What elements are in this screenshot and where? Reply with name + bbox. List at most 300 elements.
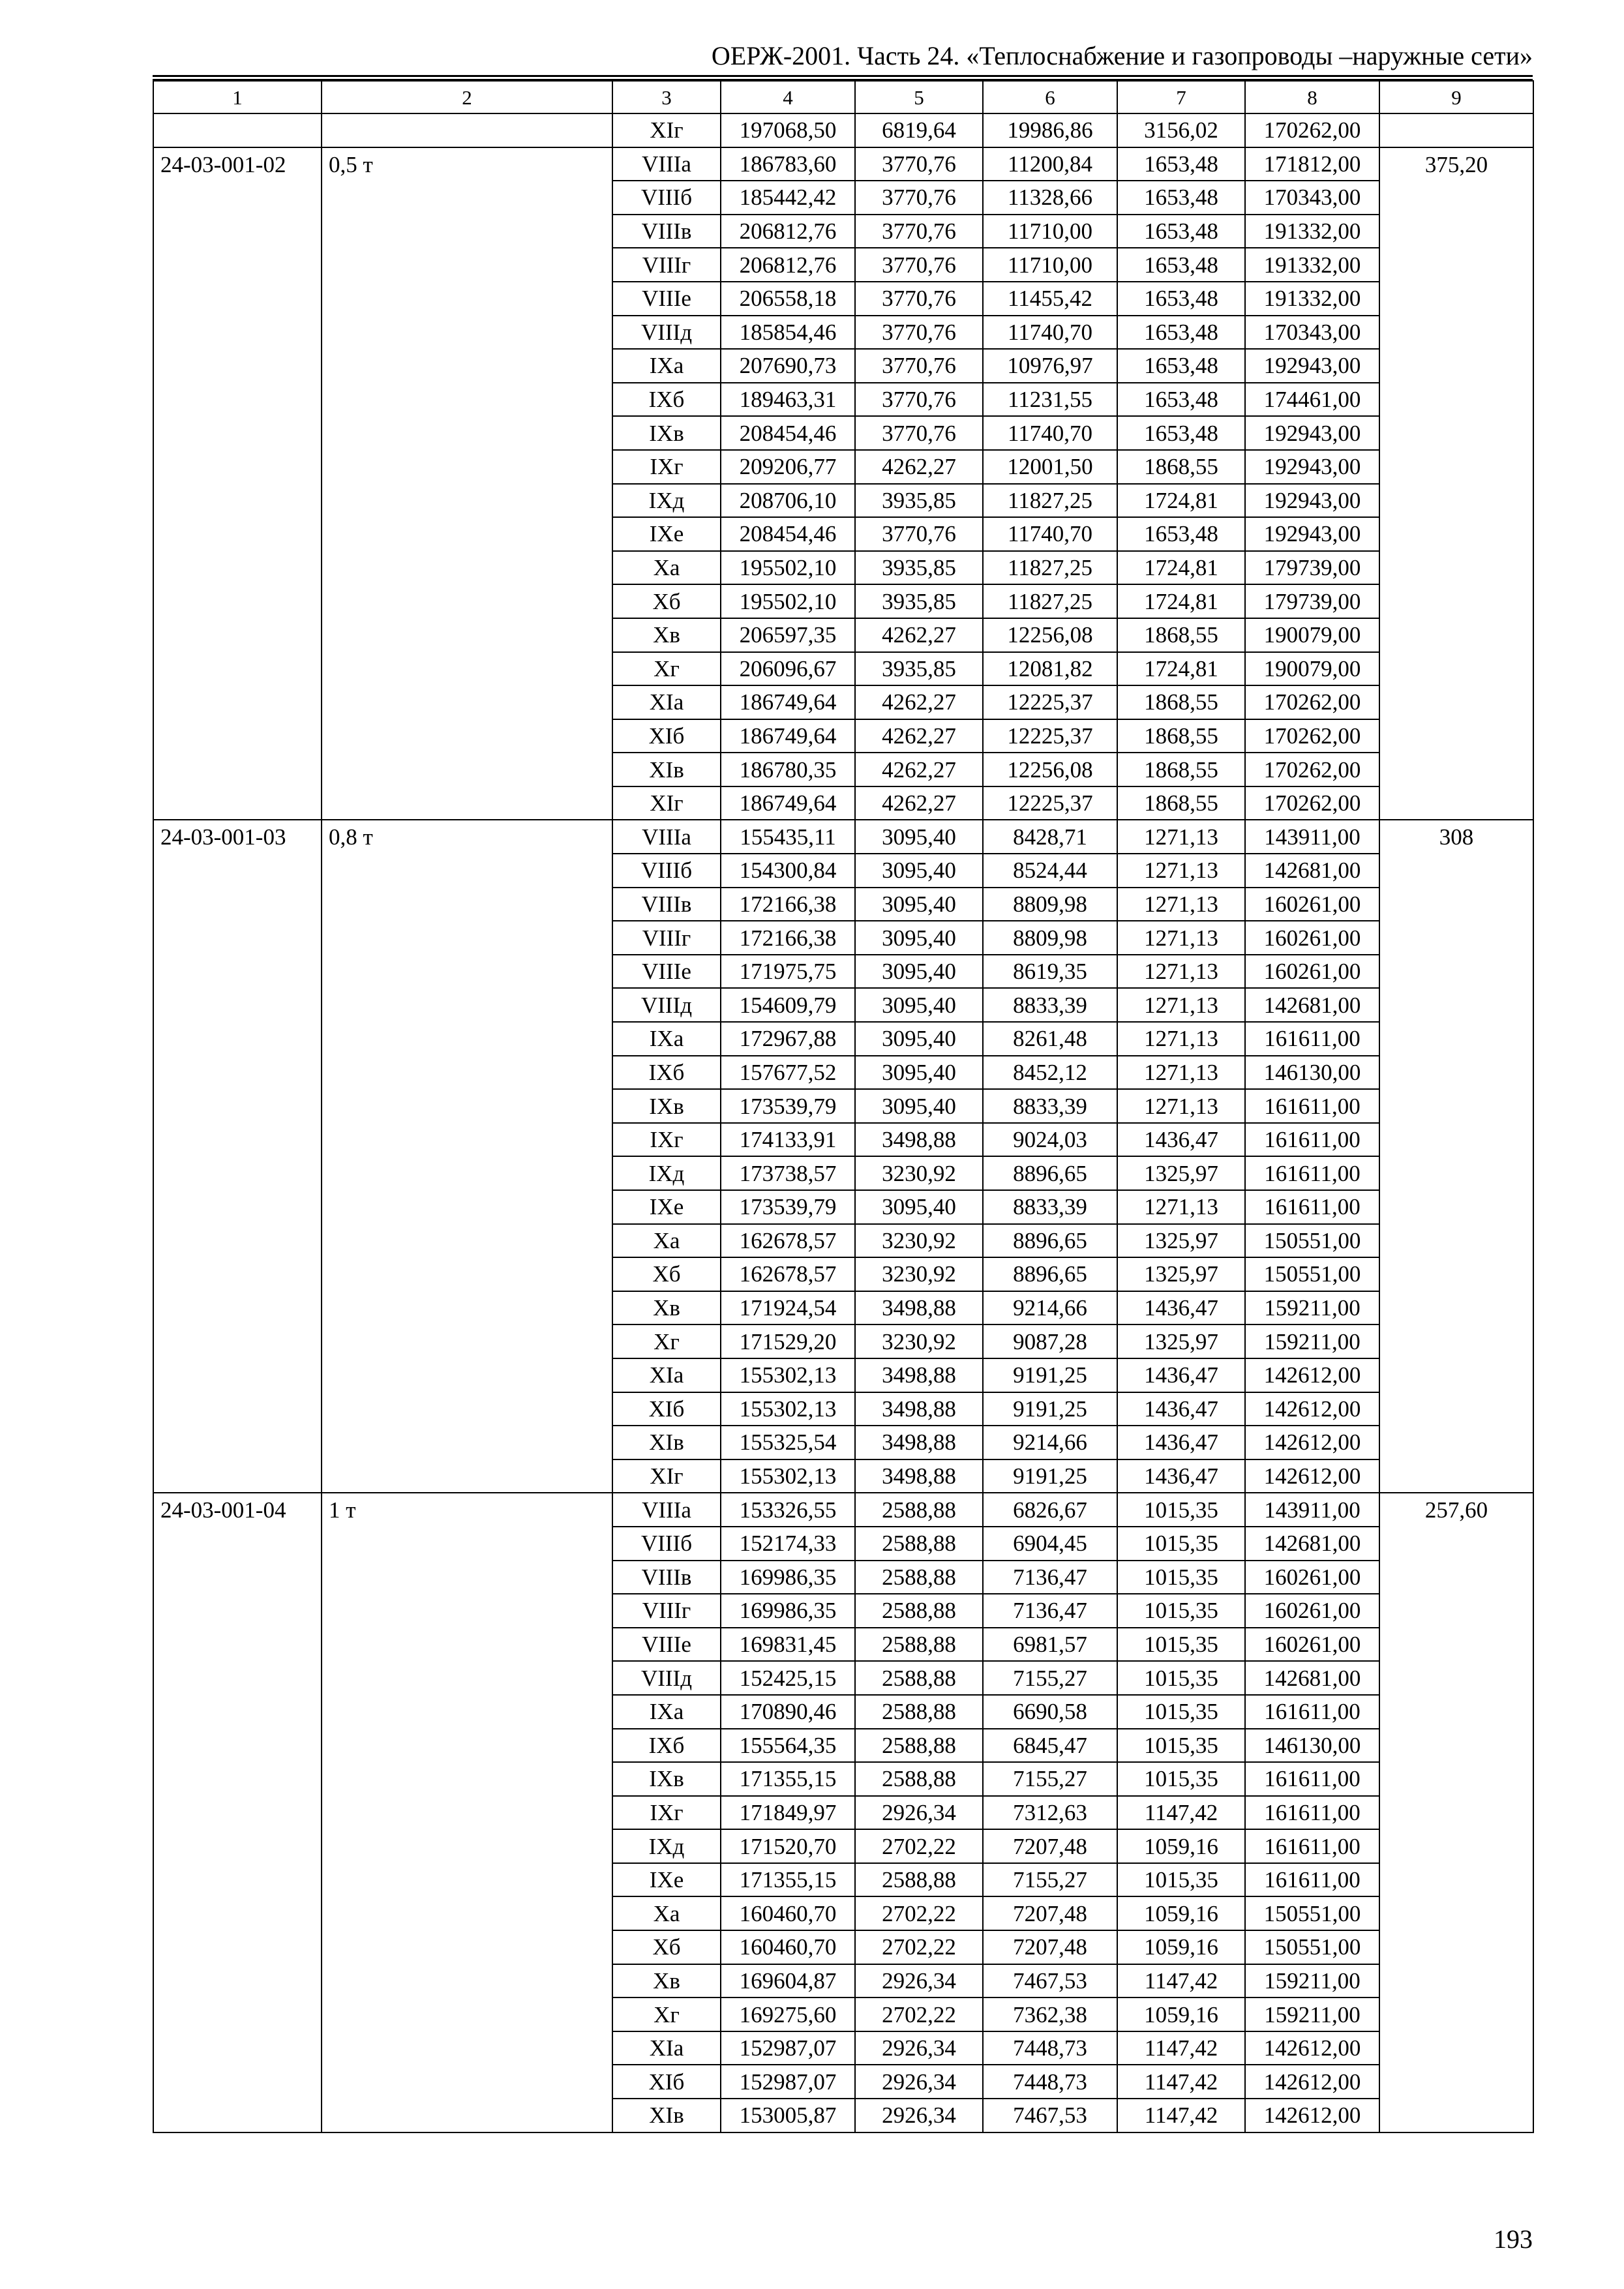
cell-wages: 2588,88 xyxy=(855,1628,983,1662)
cell-stage: XIб xyxy=(612,719,721,753)
cell-total: 174133,91 xyxy=(721,1123,855,1157)
cell-wages: 2702,22 xyxy=(855,1896,983,1930)
cell-materials: 142681,00 xyxy=(1245,988,1379,1022)
cell-materials: 192943,00 xyxy=(1245,450,1379,484)
cell-materials: 146130,00 xyxy=(1245,1056,1379,1090)
cell-total: 169604,87 xyxy=(721,1964,855,1998)
cell-materials: 142612,00 xyxy=(1245,2065,1379,2099)
cell-total: 154300,84 xyxy=(721,854,855,888)
cell-wages: 2588,88 xyxy=(855,1863,983,1897)
cell-machines: 9191,25 xyxy=(983,1358,1117,1392)
cell-operator-wages: 1015,35 xyxy=(1117,1661,1245,1695)
cell-total: 169275,60 xyxy=(721,1997,855,2031)
cell-operator-wages: 1147,42 xyxy=(1117,1964,1245,1998)
cell-total: 208706,10 xyxy=(721,484,855,518)
cell-total: 173539,79 xyxy=(721,1190,855,1224)
cell-stage: Xб xyxy=(612,1930,721,1964)
cell-total: 173738,57 xyxy=(721,1156,855,1190)
cell-total: 197068,50 xyxy=(721,113,855,147)
cell-operator-wages: 1271,13 xyxy=(1117,988,1245,1022)
cell-machines: 11328,66 xyxy=(983,181,1117,215)
column-number: 5 xyxy=(855,81,983,113)
cell-wages: 3230,92 xyxy=(855,1224,983,1258)
cell-operator-wages: 1436,47 xyxy=(1117,1123,1245,1157)
cell-operator-wages: 1325,97 xyxy=(1117,1324,1245,1358)
cell-stage: VIIIг xyxy=(612,1594,721,1628)
column-number: 3 xyxy=(612,81,721,113)
cell-materials: 159211,00 xyxy=(1245,1964,1379,1998)
cell-materials: 142681,00 xyxy=(1245,854,1379,888)
cell-total: 154609,79 xyxy=(721,988,855,1022)
rate-name: 0,8 т xyxy=(322,820,612,1493)
cell-machines: 8896,65 xyxy=(983,1224,1117,1258)
rate-code: 24-03-001-04 xyxy=(153,1493,322,2132)
cell-total: 162678,57 xyxy=(721,1224,855,1258)
cell-wages: 4262,27 xyxy=(855,450,983,484)
cell-materials: 142612,00 xyxy=(1245,2031,1379,2065)
cell-machines: 12225,37 xyxy=(983,719,1117,753)
cell-materials: 159211,00 xyxy=(1245,1291,1379,1325)
cell-machines: 8833,39 xyxy=(983,1089,1117,1123)
cell-machines: 7362,38 xyxy=(983,1997,1117,2031)
cell-wages: 3230,92 xyxy=(855,1257,983,1291)
cell-machines: 12256,08 xyxy=(983,753,1117,786)
column-number-row xyxy=(153,81,1533,113)
cell-materials: 170262,00 xyxy=(1245,113,1379,147)
cell-operator-wages: 1653,48 xyxy=(1117,349,1245,383)
cell-stage: Xв xyxy=(612,618,721,652)
cell-machines: 9191,25 xyxy=(983,1392,1117,1426)
cell-machines: 7155,27 xyxy=(983,1661,1117,1695)
cell-materials: 161611,00 xyxy=(1245,1022,1379,1056)
cell-stage: IXд xyxy=(612,484,721,518)
cell-wages: 3770,76 xyxy=(855,282,983,316)
cell-stage: VIIIв xyxy=(612,888,721,921)
cell-operator-wages: 1653,48 xyxy=(1117,517,1245,551)
cell-stage: IXв xyxy=(612,416,721,450)
cell-wages: 2702,22 xyxy=(855,1997,983,2031)
cell-wages: 6819,64 xyxy=(855,113,983,147)
cell-wages: 4262,27 xyxy=(855,786,983,820)
cell-stage: IXд xyxy=(612,1829,721,1863)
cell-wages: 3935,85 xyxy=(855,652,983,686)
cell-materials: 160261,00 xyxy=(1245,1561,1379,1594)
cell-total: 186749,64 xyxy=(721,786,855,820)
cell-operator-wages: 1653,48 xyxy=(1117,416,1245,450)
cell-materials: 161611,00 xyxy=(1245,1762,1379,1796)
cell-machines: 8833,39 xyxy=(983,988,1117,1022)
cell-materials: 161611,00 xyxy=(1245,1695,1379,1729)
cell-stage: XIв xyxy=(612,753,721,786)
cell-total: 169831,45 xyxy=(721,1628,855,1662)
cell-wages: 3770,76 xyxy=(855,248,983,282)
rate-code: 24-03-001-03 xyxy=(153,820,322,1493)
cell-stage: Xв xyxy=(612,1291,721,1325)
cell-wages: 3770,76 xyxy=(855,383,983,417)
cell-materials: 192943,00 xyxy=(1245,349,1379,383)
cell-total: 152987,07 xyxy=(721,2065,855,2099)
cell-materials: 142612,00 xyxy=(1245,1358,1379,1392)
cell-operator-wages: 1015,35 xyxy=(1117,1729,1245,1763)
cell-stage: Xа xyxy=(612,1224,721,1258)
cell-stage: IXд xyxy=(612,1156,721,1190)
cell-machines: 11455,42 xyxy=(983,282,1117,316)
cell-stage: VIIIд xyxy=(612,988,721,1022)
cell-wages: 3935,85 xyxy=(855,584,983,618)
cell-stage: VIIIб xyxy=(612,1527,721,1561)
page-number: 193 xyxy=(1494,2224,1533,2254)
cell-total: 153005,87 xyxy=(721,2099,855,2132)
cell-machines: 8896,65 xyxy=(983,1257,1117,1291)
cell-materials: 160261,00 xyxy=(1245,1628,1379,1662)
cell-wages: 4262,27 xyxy=(855,753,983,786)
header-rule xyxy=(153,75,1533,77)
cell-operator-wages: 1147,42 xyxy=(1117,2031,1245,2065)
cell-machines: 11740,70 xyxy=(983,316,1117,350)
cell-stage: Xг xyxy=(612,652,721,686)
cell-wages: 3095,40 xyxy=(855,1022,983,1056)
cell-operator-wages: 1325,97 xyxy=(1117,1224,1245,1258)
cell-stage: VIIIв xyxy=(612,215,721,248)
cell-materials: 191332,00 xyxy=(1245,282,1379,316)
cell-operator-wages: 1147,42 xyxy=(1117,2065,1245,2099)
cell-machines: 8524,44 xyxy=(983,854,1117,888)
cell-operator-wages: 1271,13 xyxy=(1117,1056,1245,1090)
cell-machines: 10976,97 xyxy=(983,349,1117,383)
cell-materials: 161611,00 xyxy=(1245,1190,1379,1224)
cell-operator-wages: 1653,48 xyxy=(1117,248,1245,282)
cell-stage: Xа xyxy=(612,551,721,585)
cell-materials: 179739,00 xyxy=(1245,584,1379,618)
cell-operator-wages: 1271,13 xyxy=(1117,1190,1245,1224)
cell-machines: 9191,25 xyxy=(983,1459,1117,1493)
cell-wages: 2588,88 xyxy=(855,1762,983,1796)
cell-operator-wages: 1271,13 xyxy=(1117,854,1245,888)
cell-operator-wages: 1015,35 xyxy=(1117,1863,1245,1897)
cell-machines: 7207,48 xyxy=(983,1829,1117,1863)
cell-stage: IXе xyxy=(612,517,721,551)
cell-stage: Xв xyxy=(612,1964,721,1998)
cell-materials: 170262,00 xyxy=(1245,719,1379,753)
cell-operator-wages: 1015,35 xyxy=(1117,1594,1245,1628)
cell-machines: 8428,71 xyxy=(983,820,1117,854)
cell-materials: 179739,00 xyxy=(1245,551,1379,585)
cell-operator-wages: 1868,55 xyxy=(1117,618,1245,652)
cell-machines: 7312,63 xyxy=(983,1796,1117,1830)
cell-wages: 3770,76 xyxy=(855,215,983,248)
cell-wages: 3095,40 xyxy=(855,921,983,955)
cell-stage: IXа xyxy=(612,1022,721,1056)
cell-total: 160460,70 xyxy=(721,1896,855,1930)
cell-machines: 6904,45 xyxy=(983,1527,1117,1561)
cell-materials: 161611,00 xyxy=(1245,1156,1379,1190)
cell-wages: 2588,88 xyxy=(855,1661,983,1695)
cell-machines: 7136,47 xyxy=(983,1594,1117,1628)
cell-machines: 6981,57 xyxy=(983,1628,1117,1662)
cell-stage: VIIIа xyxy=(612,1493,721,1527)
column-number: 4 xyxy=(721,81,855,113)
cell-total: 157677,52 xyxy=(721,1056,855,1090)
cell-materials: 170343,00 xyxy=(1245,181,1379,215)
cell-machines: 11827,25 xyxy=(983,584,1117,618)
cell-wages: 3498,88 xyxy=(855,1392,983,1426)
cell-stage: IXг xyxy=(612,450,721,484)
cell-operator-wages: 1271,13 xyxy=(1117,1022,1245,1056)
cell-stage: VIIIа xyxy=(612,820,721,854)
cell-machines: 12001,50 xyxy=(983,450,1117,484)
cell-operator-wages: 1724,81 xyxy=(1117,484,1245,518)
cell-total: 208454,46 xyxy=(721,517,855,551)
cell-wages: 3498,88 xyxy=(855,1291,983,1325)
cell-operator-wages: 1147,42 xyxy=(1117,1796,1245,1830)
cell-machines: 7467,53 xyxy=(983,2099,1117,2132)
cell-total: 171529,20 xyxy=(721,1324,855,1358)
cell-operator-wages: 1436,47 xyxy=(1117,1392,1245,1426)
cell-wages: 3770,76 xyxy=(855,316,983,350)
cell-stage: IXг xyxy=(612,1796,721,1830)
cell-wages: 2588,88 xyxy=(855,1729,983,1763)
rate-name: 0,5 т xyxy=(322,147,612,820)
cell-wages: 4262,27 xyxy=(855,685,983,719)
cell-machines: 12225,37 xyxy=(983,685,1117,719)
cell-total: 206812,76 xyxy=(721,215,855,248)
cell-operator-wages: 1271,13 xyxy=(1117,955,1245,989)
cell-materials: 170262,00 xyxy=(1245,786,1379,820)
cell-total: 152987,07 xyxy=(721,2031,855,2065)
cell-machines: 12225,37 xyxy=(983,786,1117,820)
cell-operator-wages: 1059,16 xyxy=(1117,1930,1245,1964)
cell-operator-wages: 1325,97 xyxy=(1117,1257,1245,1291)
cell-materials: 150551,00 xyxy=(1245,1224,1379,1258)
cell-total: 172166,38 xyxy=(721,888,855,921)
cell-operator-wages: 1868,55 xyxy=(1117,753,1245,786)
cell-materials: 143911,00 xyxy=(1245,820,1379,854)
cell-operator-wages: 1724,81 xyxy=(1117,584,1245,618)
cell-operator-wages: 1653,48 xyxy=(1117,282,1245,316)
cell-wages: 2926,34 xyxy=(855,1796,983,1830)
cell-wages: 4262,27 xyxy=(855,618,983,652)
cell-materials: 160261,00 xyxy=(1245,955,1379,989)
cell-operator-wages: 1653,48 xyxy=(1117,215,1245,248)
cell-wages: 3770,76 xyxy=(855,349,983,383)
rate-name: 1 т xyxy=(322,1493,612,2132)
empty-cell xyxy=(153,113,322,147)
cell-wages: 3230,92 xyxy=(855,1324,983,1358)
labor-norm: 257,60 xyxy=(1379,1493,1533,2132)
cell-materials: 161611,00 xyxy=(1245,1863,1379,1897)
cell-operator-wages: 1271,13 xyxy=(1117,888,1245,921)
cell-stage: VIIIд xyxy=(612,316,721,350)
empty-cell xyxy=(322,113,612,147)
cell-materials: 142681,00 xyxy=(1245,1527,1379,1561)
cell-materials: 161611,00 xyxy=(1245,1089,1379,1123)
cell-operator-wages: 1059,16 xyxy=(1117,1896,1245,1930)
cell-machines: 11231,55 xyxy=(983,383,1117,417)
cell-stage: XIа xyxy=(612,1358,721,1392)
cell-wages: 2926,34 xyxy=(855,2099,983,2132)
cell-total: 171975,75 xyxy=(721,955,855,989)
cell-total: 186780,35 xyxy=(721,753,855,786)
cell-machines: 8833,39 xyxy=(983,1190,1117,1224)
cell-wages: 3095,40 xyxy=(855,955,983,989)
cell-stage: XIв xyxy=(612,1426,721,1459)
cell-stage: XIг xyxy=(612,1459,721,1493)
cell-stage: VIIIе xyxy=(612,1628,721,1662)
cell-materials: 192943,00 xyxy=(1245,416,1379,450)
cell-operator-wages: 1015,35 xyxy=(1117,1561,1245,1594)
cell-stage: XIа xyxy=(612,685,721,719)
cell-machines: 7467,53 xyxy=(983,1964,1117,1998)
cell-machines: 8452,12 xyxy=(983,1056,1117,1090)
cell-stage: XIб xyxy=(612,1392,721,1426)
cell-wages: 3095,40 xyxy=(855,820,983,854)
cell-machines: 11827,25 xyxy=(983,484,1117,518)
cell-wages: 2926,34 xyxy=(855,2065,983,2099)
cell-stage: IXе xyxy=(612,1863,721,1897)
cell-wages: 4262,27 xyxy=(855,719,983,753)
cell-operator-wages: 1147,42 xyxy=(1117,2099,1245,2132)
table-row xyxy=(153,820,1533,854)
cell-wages: 3935,85 xyxy=(855,484,983,518)
cell-machines: 6826,67 xyxy=(983,1493,1117,1527)
cell-total: 208454,46 xyxy=(721,416,855,450)
cell-total: 171924,54 xyxy=(721,1291,855,1325)
cell-materials: 170262,00 xyxy=(1245,753,1379,786)
cell-stage: IXа xyxy=(612,349,721,383)
cell-total: 155302,13 xyxy=(721,1358,855,1392)
cell-materials: 190079,00 xyxy=(1245,618,1379,652)
table-body xyxy=(153,81,1533,2132)
cell-machines: 7155,27 xyxy=(983,1863,1117,1897)
cell-machines: 8896,65 xyxy=(983,1156,1117,1190)
cell-operator-wages: 1653,48 xyxy=(1117,316,1245,350)
cell-stage: VIIIд xyxy=(612,1661,721,1695)
cell-machines: 11827,25 xyxy=(983,551,1117,585)
cell-materials: 142612,00 xyxy=(1245,1392,1379,1426)
cell-stage: XIг xyxy=(612,113,721,147)
cell-total: 173539,79 xyxy=(721,1089,855,1123)
cell-machines: 7448,73 xyxy=(983,2031,1117,2065)
cell-total: 172166,38 xyxy=(721,921,855,955)
cell-materials: 160261,00 xyxy=(1245,888,1379,921)
column-number: 1 xyxy=(153,81,322,113)
cell-total: 169986,35 xyxy=(721,1594,855,1628)
cell-machines: 11740,70 xyxy=(983,416,1117,450)
cell-machines: 6690,58 xyxy=(983,1695,1117,1729)
cell-machines: 9024,03 xyxy=(983,1123,1117,1157)
cell-machines: 9214,66 xyxy=(983,1426,1117,1459)
cell-total: 171849,97 xyxy=(721,1796,855,1830)
cell-machines: 8261,48 xyxy=(983,1022,1117,1056)
cell-total: 172967,88 xyxy=(721,1022,855,1056)
cell-machines: 11710,00 xyxy=(983,248,1117,282)
cell-stage: XIв xyxy=(612,2099,721,2132)
cell-total: 153326,55 xyxy=(721,1493,855,1527)
cell-materials: 160261,00 xyxy=(1245,1594,1379,1628)
cell-wages: 3230,92 xyxy=(855,1156,983,1190)
cell-total: 171520,70 xyxy=(721,1829,855,1863)
cell-wages: 3095,40 xyxy=(855,988,983,1022)
cell-wages: 2588,88 xyxy=(855,1493,983,1527)
cell-wages: 3770,76 xyxy=(855,416,983,450)
table-row xyxy=(153,1493,1533,1527)
cell-materials: 191332,00 xyxy=(1245,215,1379,248)
cell-operator-wages: 3156,02 xyxy=(1117,113,1245,147)
column-number: 8 xyxy=(1245,81,1379,113)
cell-machines: 11200,84 xyxy=(983,147,1117,181)
column-number: 9 xyxy=(1379,81,1533,113)
cell-operator-wages: 1653,48 xyxy=(1117,383,1245,417)
cell-total: 206096,67 xyxy=(721,652,855,686)
cell-total: 155302,13 xyxy=(721,1392,855,1426)
cell-materials: 170262,00 xyxy=(1245,685,1379,719)
cell-operator-wages: 1868,55 xyxy=(1117,786,1245,820)
column-number: 6 xyxy=(983,81,1117,113)
cell-operator-wages: 1271,13 xyxy=(1117,921,1245,955)
cell-operator-wages: 1868,55 xyxy=(1117,719,1245,753)
cell-total: 206812,76 xyxy=(721,248,855,282)
cell-total: 170890,46 xyxy=(721,1695,855,1729)
cell-materials: 191332,00 xyxy=(1245,248,1379,282)
cell-operator-wages: 1059,16 xyxy=(1117,1997,1245,2031)
cell-wages: 3095,40 xyxy=(855,1056,983,1090)
cell-operator-wages: 1436,47 xyxy=(1117,1291,1245,1325)
cell-total: 207690,73 xyxy=(721,349,855,383)
cell-wages: 2588,88 xyxy=(855,1561,983,1594)
cell-wages: 3498,88 xyxy=(855,1123,983,1157)
cell-total: 155564,35 xyxy=(721,1729,855,1763)
table-row xyxy=(153,113,1533,147)
cell-wages: 2702,22 xyxy=(855,1829,983,1863)
cell-materials: 160261,00 xyxy=(1245,921,1379,955)
cell-stage: VIIIг xyxy=(612,921,721,955)
cell-wages: 2926,34 xyxy=(855,1964,983,1998)
cell-total: 171355,15 xyxy=(721,1762,855,1796)
cell-materials: 159211,00 xyxy=(1245,1324,1379,1358)
cell-operator-wages: 1653,48 xyxy=(1117,147,1245,181)
cell-operator-wages: 1653,48 xyxy=(1117,181,1245,215)
cell-materials: 190079,00 xyxy=(1245,652,1379,686)
cell-total: 195502,10 xyxy=(721,551,855,585)
cell-machines: 7207,48 xyxy=(983,1896,1117,1930)
cell-operator-wages: 1015,35 xyxy=(1117,1527,1245,1561)
cell-materials: 192943,00 xyxy=(1245,484,1379,518)
cell-stage: IXб xyxy=(612,383,721,417)
cell-stage: IXв xyxy=(612,1089,721,1123)
cell-operator-wages: 1015,35 xyxy=(1117,1695,1245,1729)
cell-materials: 142612,00 xyxy=(1245,1426,1379,1459)
cell-total: 186749,64 xyxy=(721,719,855,753)
cell-operator-wages: 1015,35 xyxy=(1117,1762,1245,1796)
cell-stage: VIIIв xyxy=(612,1561,721,1594)
cell-stage: VIIIе xyxy=(612,282,721,316)
cell-wages: 3935,85 xyxy=(855,551,983,585)
empty-cell xyxy=(1379,113,1533,147)
cell-wages: 3770,76 xyxy=(855,147,983,181)
cell-stage: Xг xyxy=(612,1324,721,1358)
cell-operator-wages: 1015,35 xyxy=(1117,1493,1245,1527)
cell-machines: 9214,66 xyxy=(983,1291,1117,1325)
cell-materials: 142681,00 xyxy=(1245,1661,1379,1695)
cell-operator-wages: 1724,81 xyxy=(1117,551,1245,585)
cell-machines: 9087,28 xyxy=(983,1324,1117,1358)
cell-machines: 19986,86 xyxy=(983,113,1117,147)
cell-stage: IXа xyxy=(612,1695,721,1729)
cell-stage: VIIIг xyxy=(612,248,721,282)
cell-total: 152425,15 xyxy=(721,1661,855,1695)
cell-materials: 161611,00 xyxy=(1245,1123,1379,1157)
labor-norm: 308 xyxy=(1379,820,1533,1493)
